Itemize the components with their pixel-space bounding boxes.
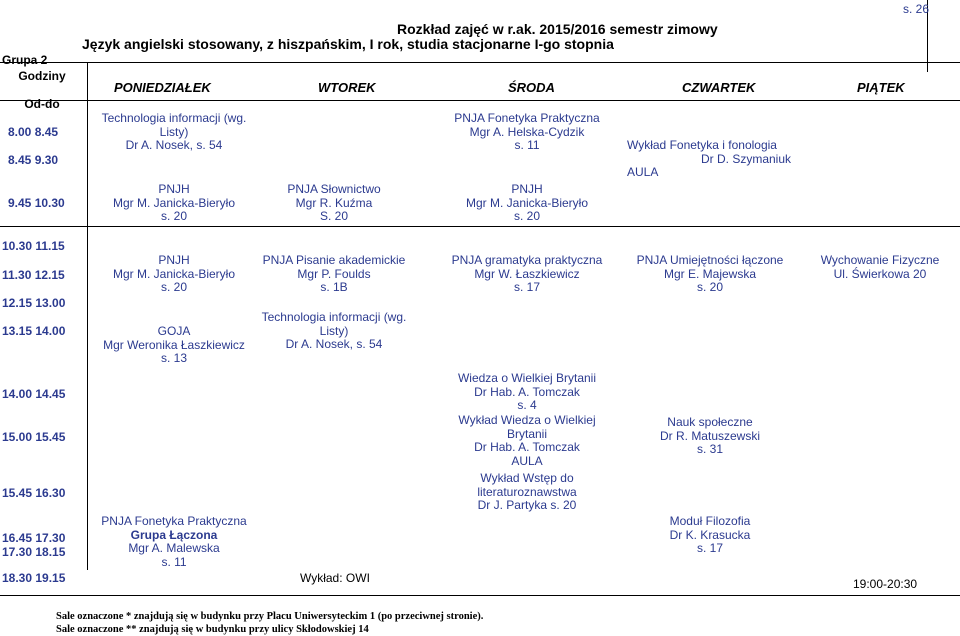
class-block-fri-wf: Wychowanie Fizyczne Ul. Świerkowa 20 <box>820 253 940 281</box>
time-slot: 10.30 11.15 <box>2 239 65 253</box>
class-block-wed-wyklad-wiedza: Wykład Wiedza o Wielkiej Brytanii Dr Hab. A. Tomczak AULA <box>458 413 596 468</box>
class-block-mon-pnjh-1: PNJH Mgr M. Janicka-Bieryło s. 20 <box>112 182 236 223</box>
time-slot: 9.45 10.30 <box>8 196 65 210</box>
time-slot: 12.15 13.00 <box>2 296 66 310</box>
group-label: Grupa 2 <box>2 53 48 67</box>
time-header-range: Od-do <box>24 97 60 111</box>
lecture-owi: Wykład: OWI <box>300 571 370 585</box>
class-block-mon-goja: GOJA Mgr Weronika Łaszkiewicz s. 13 <box>103 324 245 365</box>
friday-evening-time: 19:00-20:30 <box>853 577 918 591</box>
time-slot: 18.30 19.15 <box>2 571 66 585</box>
class-block-thu-umiejetnosci: PNJA Umiejętności łączone Mgr E. Majewska s. 20 <box>636 253 784 294</box>
time-slot: 16.45 17.30 <box>2 531 66 545</box>
time-slot: 8.00 8.45 <box>8 125 59 139</box>
class-block-tue-tech: Technologia informacji (wg. Listy) Dr A. Nosek, s. 54 <box>261 310 407 351</box>
class-block-wed-literatura: Wykład Wstęp do literaturoznawstwa Dr J. Partyka s. 20 <box>477 471 577 512</box>
class-block-thu-fonologia: Wykład Fonetyka i fonologia Dr D. Szymaniuk AULA <box>627 138 792 179</box>
time-header-hours: Godziny <box>18 69 66 83</box>
page-number: s. 26 <box>903 2 930 16</box>
class-block-wed-pnjh: PNJH Mgr M. Janicka-Bieryło s. 20 <box>465 182 589 223</box>
time-slot: 15.00 15.45 <box>2 430 66 444</box>
time-slot: 17.30 18.15 <box>2 545 66 559</box>
class-block-tue-slownictwo: PNJA Słownictwo Mgr R. Kuźma S. 20 <box>287 182 381 223</box>
class-block-mon-tech: Technologia informacji (wg. Listy) Dr A. Nosek, s. 54 <box>101 111 247 152</box>
morning-separator <box>0 226 960 227</box>
header-rule-bottom <box>0 100 960 101</box>
header-rule <box>0 62 960 63</box>
time-slot: 8.45 9.30 <box>8 153 59 167</box>
day-wednesday: ŚRODA <box>508 80 555 95</box>
class-block-tue-pisanie: PNJA Pisanie akademickie Mgr P. Foulds s. 1B <box>262 253 406 294</box>
time-slot: 13.15 14.00 <box>2 324 66 338</box>
day-thursday: CZWARTEK <box>682 80 756 95</box>
class-block-mon-pnjh-2: PNJH Mgr M. Janicka-Bieryło s. 20 <box>112 253 236 294</box>
class-block-mon-fonetyka: PNJA Fonetyka Praktyczna Grupa Łączona Mgr A. Malewska s. 11 <box>101 514 247 569</box>
page-subtitle: Język angielski stosowany, z hiszpańskim, I rok, studia stacjonarne I-go stopnia <box>82 36 614 52</box>
class-block-wed-wiedza: Wiedza o Wielkiej Brytanii Dr Hab. A. Tomczak s. 4 <box>457 371 597 412</box>
day-tuesday: WTOREK <box>318 80 376 95</box>
time-slot: 15.45 16.30 <box>2 486 66 500</box>
footer-note: Sale oznaczone * znajdują się w budynku przy Placu Uniwersyteckim 1 (po przeciwnej stronie). <box>56 611 484 622</box>
footer-note: Sale oznaczone ** znajdują się w budynku przy ulicy Skłodowskiej 14 <box>56 624 369 635</box>
class-block-wed-gramatyka: PNJA gramatyka praktyczna Mgr W. Łaszkiewicz s. 17 <box>451 253 603 294</box>
page-title: Rozkład zajęć w r.ak. 2015/2016 semestr zimowy <box>397 21 718 37</box>
time-slot: 11.30 12.15 <box>2 268 65 282</box>
day-monday: PONIEDZIAŁEK <box>114 80 211 95</box>
class-block-thu-nauk: Nauk społeczne Dr R. Matuszewski s. 31 <box>659 415 760 456</box>
day-friday: PIĄTEK <box>857 80 905 95</box>
class-block-thu-filozofia: Moduł Filozofia Dr K. Krasucka s. 17 <box>669 514 751 555</box>
time-slot: 14.00 14.45 <box>2 387 66 401</box>
footer-rule <box>0 595 960 596</box>
class-block-wed-fonetyka: PNJA Fonetyka Praktyczna Mgr A. Helska-Cydzik s. 11 <box>454 111 600 152</box>
